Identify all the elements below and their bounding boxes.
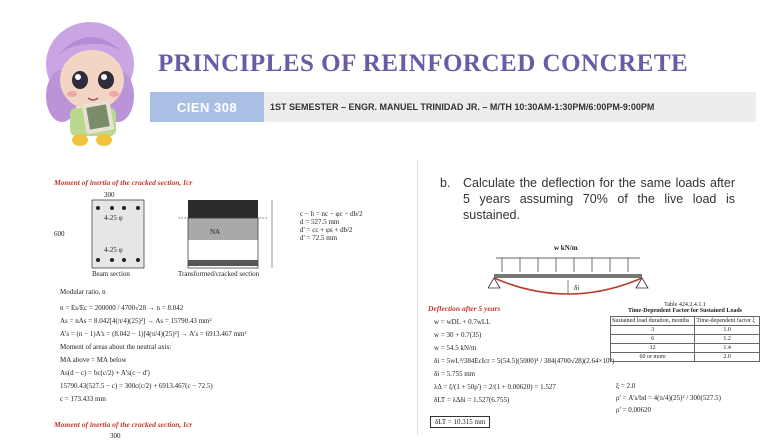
bar-top-label: 4-25 φ	[104, 214, 123, 222]
beam-caption: Beam section	[92, 270, 130, 278]
table-row: 6 1.2	[611, 335, 760, 344]
transformed-caption: Transformed/cracked section	[178, 270, 260, 278]
left-solution-sheet	[50, 170, 405, 441]
table-row: 60 or more 2.0	[611, 353, 760, 362]
beam-section-diagram	[62, 190, 162, 280]
side-equations: ξ = 2.0 ρ' = A's/bd = 4(π/4)(25)² / 300(527.5) ρ' = 0.00620	[616, 382, 721, 414]
dim-bottom: 300	[110, 432, 121, 440]
deflection-heading: Deflection after 5 years	[428, 304, 501, 313]
table-row: 12 1.4	[611, 344, 760, 353]
dim-top: 300	[104, 191, 115, 199]
bar-bottom-label: 4-25 φ	[104, 246, 123, 254]
deflection-lines: w = wDL + 0.7wLL w = 30 + 0.7(35) w = 54.5 kN/m δi = 5wL⁴/384EcIcr = 5(54.5)(5000)⁴ / 384(4700√28)(2.64×10⁹) δi = 5.755 mm λΔ = ξ/(1 + 50ρ') = 2/(1 + 0.00620) = 1.527 δLT = λΔδi = 1.527(6.755)	[434, 318, 615, 404]
beam-load-diagram	[488, 244, 658, 310]
page-title: PRINCIPLES OF REINFORCED CONCRETE	[158, 50, 689, 77]
result-box: δLT = 10.315 mm	[430, 416, 490, 428]
column-divider	[417, 160, 418, 435]
solution-lines: n = Es/Ec = 200000 / 4700√28 → n = 8.042 As = nAs = 8.042[4(π/4)(25)²] → As = 15790.43 mm² A's = (n − 1)A's = (8.042 − 1)[4(π/4)(25)²] → A's = 6913.467 mm² Moment of areas about the neutral axis: MA above = MA below As(d − c) = bc(c/2) + A's(c − d') 15790.43(527.5 − c) = 300c(c/2) + 6913.467(c − 72.5) c = 173.433 mm	[60, 304, 247, 403]
deflection-label: δi	[574, 284, 580, 292]
geometry-equations: c − h = nc − φc − db/2 d = 527.5 mm d' = cc + φs + db/2 d' = 72.5 mm	[300, 210, 363, 242]
course-code-badge: CIEN 308	[150, 92, 264, 122]
table-col1-header: Sustained load duration, months	[611, 317, 695, 326]
na-label: NA	[210, 228, 221, 236]
question-b	[440, 175, 735, 223]
modular-ratio-label: Modular ratio, n	[60, 288, 106, 296]
semester-info-bar: 1ST SEMESTER – ENGR. MANUEL TRINIDAD JR. – M/TH 10:30AM-1:30PM/6:00PM-9:00PM	[264, 92, 756, 122]
transformed-section-diagram	[168, 194, 288, 274]
table-col2-header: Time-dependent factor ξ	[695, 317, 760, 326]
question-text: Calculate the deflection for the same loads after 5 years assuming 70% of the live load is sustained.	[463, 176, 735, 222]
cracked-section-heading: Moment of inertia of the cracked section, Icr	[54, 178, 193, 187]
right-solution-sheet	[420, 240, 765, 435]
cracked-section-heading-2: Moment of inertia of the cracked section, Icr	[54, 420, 193, 429]
dim-left: 600	[54, 230, 65, 238]
table-row: 3 1.0	[611, 326, 760, 335]
load-label: w kN/m	[554, 244, 578, 252]
question-label: b.	[440, 176, 451, 190]
mascot-illustration	[34, 6, 154, 148]
time-factor-table: Table 424.2.4.1.1 Time-Dependent Factor for Sustained Loads Sustained load duration, months Time-dependent factor ξ 3 1.0 6 1.2 12 1.4 60 or more 2.0	[610, 302, 760, 362]
